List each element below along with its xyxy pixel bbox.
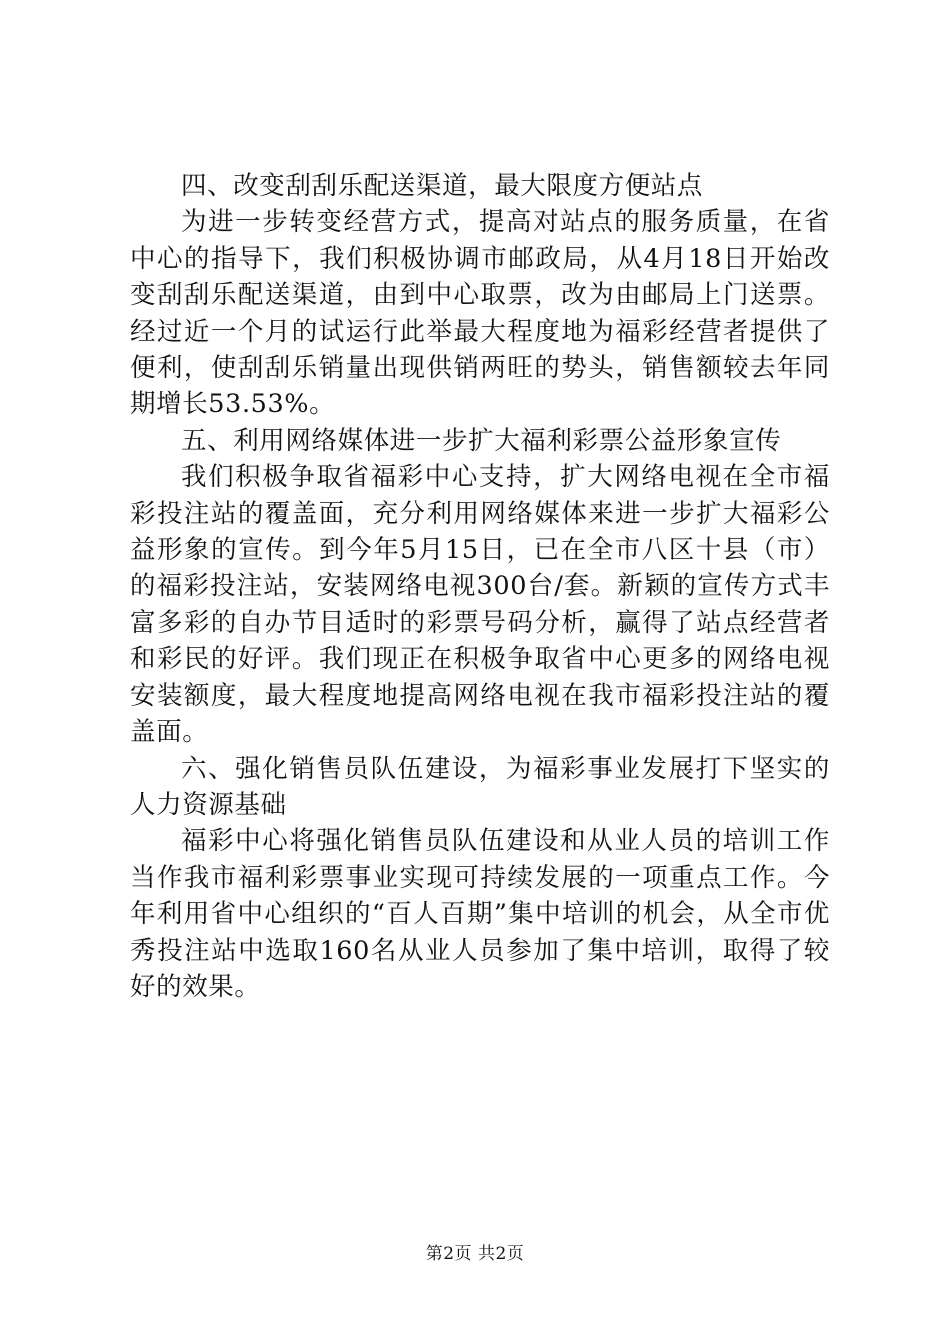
document-body <box>130 168 830 1005</box>
page-footer: 第2页 共2页 <box>425 1244 525 1264</box>
section-heading-5: 五、利用网络媒体进一步扩大福利彩票公益形象宣传 <box>181 425 782 456</box>
section-heading-6: 六、强化销售员队伍建设，为福彩事业发展打下坚实的人力资源基础 <box>130 753 830 820</box>
section-body-4: 为进一步转变经营方式，提高对站点的服务质量，在省中心的指导下，我们积极协调市邮政局，从4月18日开始改变刮刮乐配送渠道，由到中心取票，改为由邮局上门送票。经过近一个月的试运行此举最大程度地为福彩经营者提供了便利，使刮刮乐销量出现供销两旺的势头，销售额较去年同期增长53.53%。 <box>130 207 830 420</box>
section-heading-4: 四、改变刮刮乐配送渠道，最大限度方便站点 <box>181 171 704 201</box>
section-body-6: 福彩中心将强化销售员队伍建设和从业人员的培训工作当作我市福利彩票事业实现可持续发展的一项重点工作。今年利用省中心组织的“百人百期”集中培训的机会，从全市优秀投注站中选取160名从业人员参加了集中培训，取得了较好的效果。 <box>130 826 830 1002</box>
section-body-5: 我们积极争取省福彩中心支持，扩大网络电视在全市福彩投注站的覆盖面，充分利用网络媒体来进一步扩大福彩公益形象的宣传。到今年5月15日，已在全市八区十县（市）的福彩投注站，安装网络电视300台/套。新颖的宣传方式丰富多彩的自办节目适时的彩票号码分析，赢得了站点经营者和彩民的好评。我们现正在积极争取省中心更多的网络电视安装额度，最大程度地提高网络电视在我市福彩投注站的覆盖面。 <box>130 462 830 748</box>
